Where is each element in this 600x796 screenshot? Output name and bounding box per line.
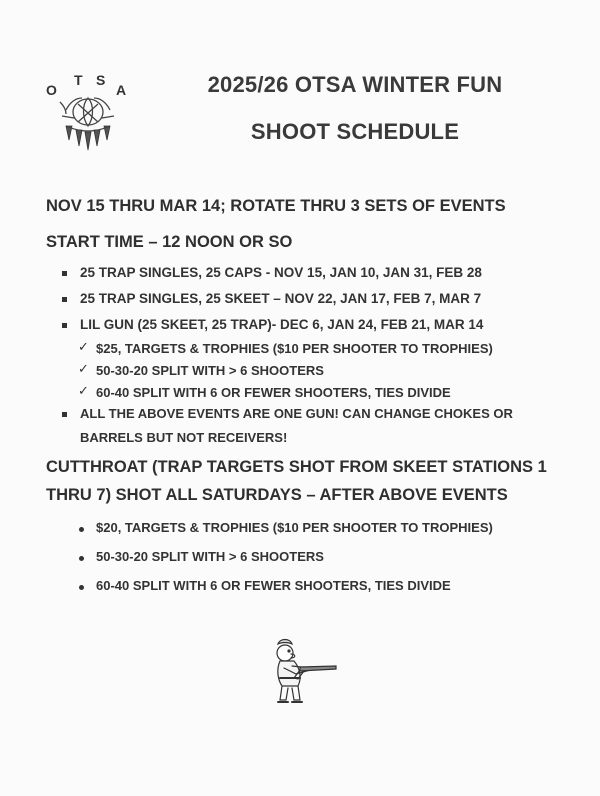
one-gun-rule-line-1: ALL THE ABOVE EVENTS ARE ONE GUN! CAN CHANGE CHOKES OR (80, 406, 513, 421)
square-bullet-icon (62, 323, 67, 328)
event-item-1: 25 TRAP SINGLES, 25 CAPS - NOV 15, JAN 10, JAN 31, FEB 28 (80, 265, 482, 280)
square-bullet-icon (62, 297, 67, 302)
payout-item-2: 50-30-20 SPLIT WITH > 6 SHOOTERS (96, 363, 324, 378)
square-bullet-icon (62, 412, 67, 417)
payout-item-1: $25, TARGETS & TROPHIES ($10 PER SHOOTER TO TROPHIES) (96, 341, 493, 356)
round-bullet-icon (79, 527, 84, 532)
cutthroat-item-1: $20, TARGETS & TROPHIES ($10 PER SHOOTER TO TROPHIES) (96, 520, 493, 535)
checkmark-icon: ✓ (78, 361, 89, 376)
event-item-2: 25 TRAP SINGLES, 25 SKEET – NOV 22, JAN 17, FEB 7, MAR 7 (80, 291, 482, 306)
cutthroat-item-3: 60-40 SPLIT WITH 6 OR FEWER SHOOTERS, TIES DIVIDE (96, 578, 451, 593)
season-dates: NOV 15 THRU MAR 14; ROTATE THRU 3 SETS OF EVENTS (46, 197, 506, 215)
one-gun-rule-line-2: BARRELS BUT NOT RECEIVERS! (80, 430, 288, 445)
page-title-line-2: SHOOT SCHEDULE (250, 119, 460, 144)
logo-letter-o: O (46, 82, 57, 98)
start-time: START TIME – 12 NOON OR SO (46, 233, 293, 251)
logo-letter-a: A (116, 82, 127, 98)
checkmark-icon: ✓ (78, 339, 89, 354)
round-bullet-icon (79, 556, 84, 561)
payout-item-3: 60-40 SPLIT WITH 6 OR FEWER SHOOTERS, TIES DIVIDE (96, 385, 451, 400)
cutthroat-line-1: CUTTHROAT (TRAP TARGETS SHOT FROM SKEET STATIONS 1 (46, 458, 547, 476)
cartoon-shooter-icon (270, 636, 342, 710)
logo-letter-t: T (74, 72, 83, 88)
cutthroat-item-2: 50-30-20 SPLIT WITH > 6 SHOOTERS (96, 549, 324, 564)
round-bullet-icon (79, 585, 84, 590)
page-title-line-1: 2025/26 OTSA WINTER FUN (207, 72, 503, 97)
square-bullet-icon (62, 271, 67, 276)
cutthroat-line-2: THRU 7) SHOT ALL SATURDAYS – AFTER ABOVE EVENTS (46, 486, 508, 504)
otsa-shield-emblem-icon (52, 88, 124, 156)
checkmark-icon: ✓ (78, 383, 89, 398)
event-item-3: LIL GUN (25 SKEET, 25 TRAP)- DEC 6, JAN 24, FEB 21, MAR 14 (80, 317, 484, 332)
logo-letter-s: S (96, 72, 106, 88)
